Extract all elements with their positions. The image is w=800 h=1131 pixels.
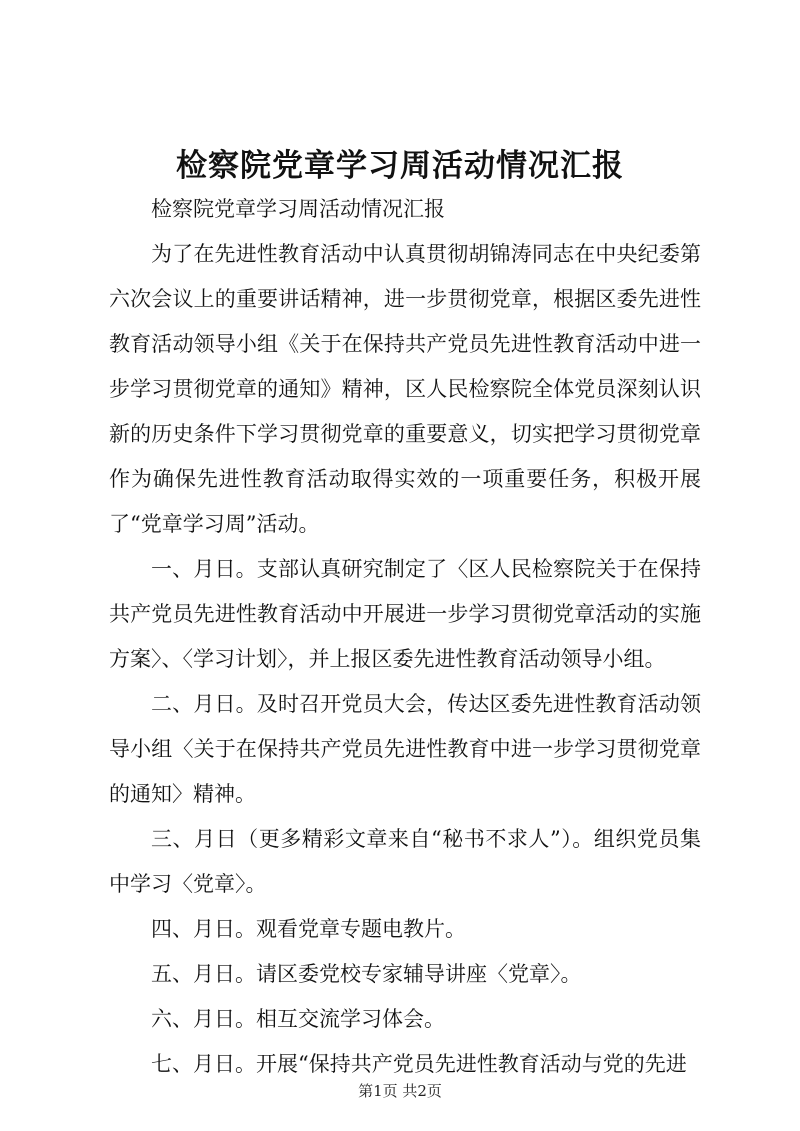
paragraph-intro: 为了在先进性教育活动中认真贯彻胡锦涛同志在中央纪委第六次会议上的重要讲话精神，进一步贯彻党章，根据区委先进性教育活动领导小组《关于在保持共产党员先进性教育活动中进一步学习贯彻党章的通知》精神，区人民检察院全体党员深刻认识新的历史条件下学习贯彻党章的重要意义，切实把学习贯彻党章作为确保先进性教育活动取得实效的一项重要任务，积极开展了“党章学习周”活动。 <box>109 242 701 536</box>
paragraph-item-4: 四、月日。观看党章专题电教片。 <box>151 917 466 941</box>
paragraph-subtitle: 检察院党章学习周活动情况汇报 <box>151 197 445 221</box>
page-title: 检察院党章学习周活动情况汇报 <box>176 148 624 184</box>
paragraph-item-5: 五、月日。请区委党校专家辅导讲座〈党章〉。 <box>151 962 582 986</box>
paragraph-item-7: 七、月日。开展“保持共产党员先进性教育活动与党的先进 <box>151 1052 687 1076</box>
paragraph-item-2: 二、月日。及时召开党员大会，传达区委先进性教育活动领导小组〈关于在保持共产党员先进性教育中进一步学习贯彻党章的通知〉精神。 <box>109 692 701 806</box>
page-footer: 第1页 共2页 <box>358 1082 442 1100</box>
document-body <box>109 187 701 1087</box>
paragraph-item-3: 三、月日（更多精彩文章来自“秘书不求人”）。组织党员集中学习〈党章〉。 <box>109 827 701 896</box>
paragraph-item-6: 六、月日。相互交流学习体会。 <box>151 1007 445 1031</box>
paragraph-item-1: 一、月日。支部认真研究制定了〈区人民检察院关于在保持共产党员先进性教育活动中开展进一步学习贯彻党章活动的实施方案〉、〈学习计划〉，并上报区委先进性教育活动领导小组。 <box>109 557 701 671</box>
